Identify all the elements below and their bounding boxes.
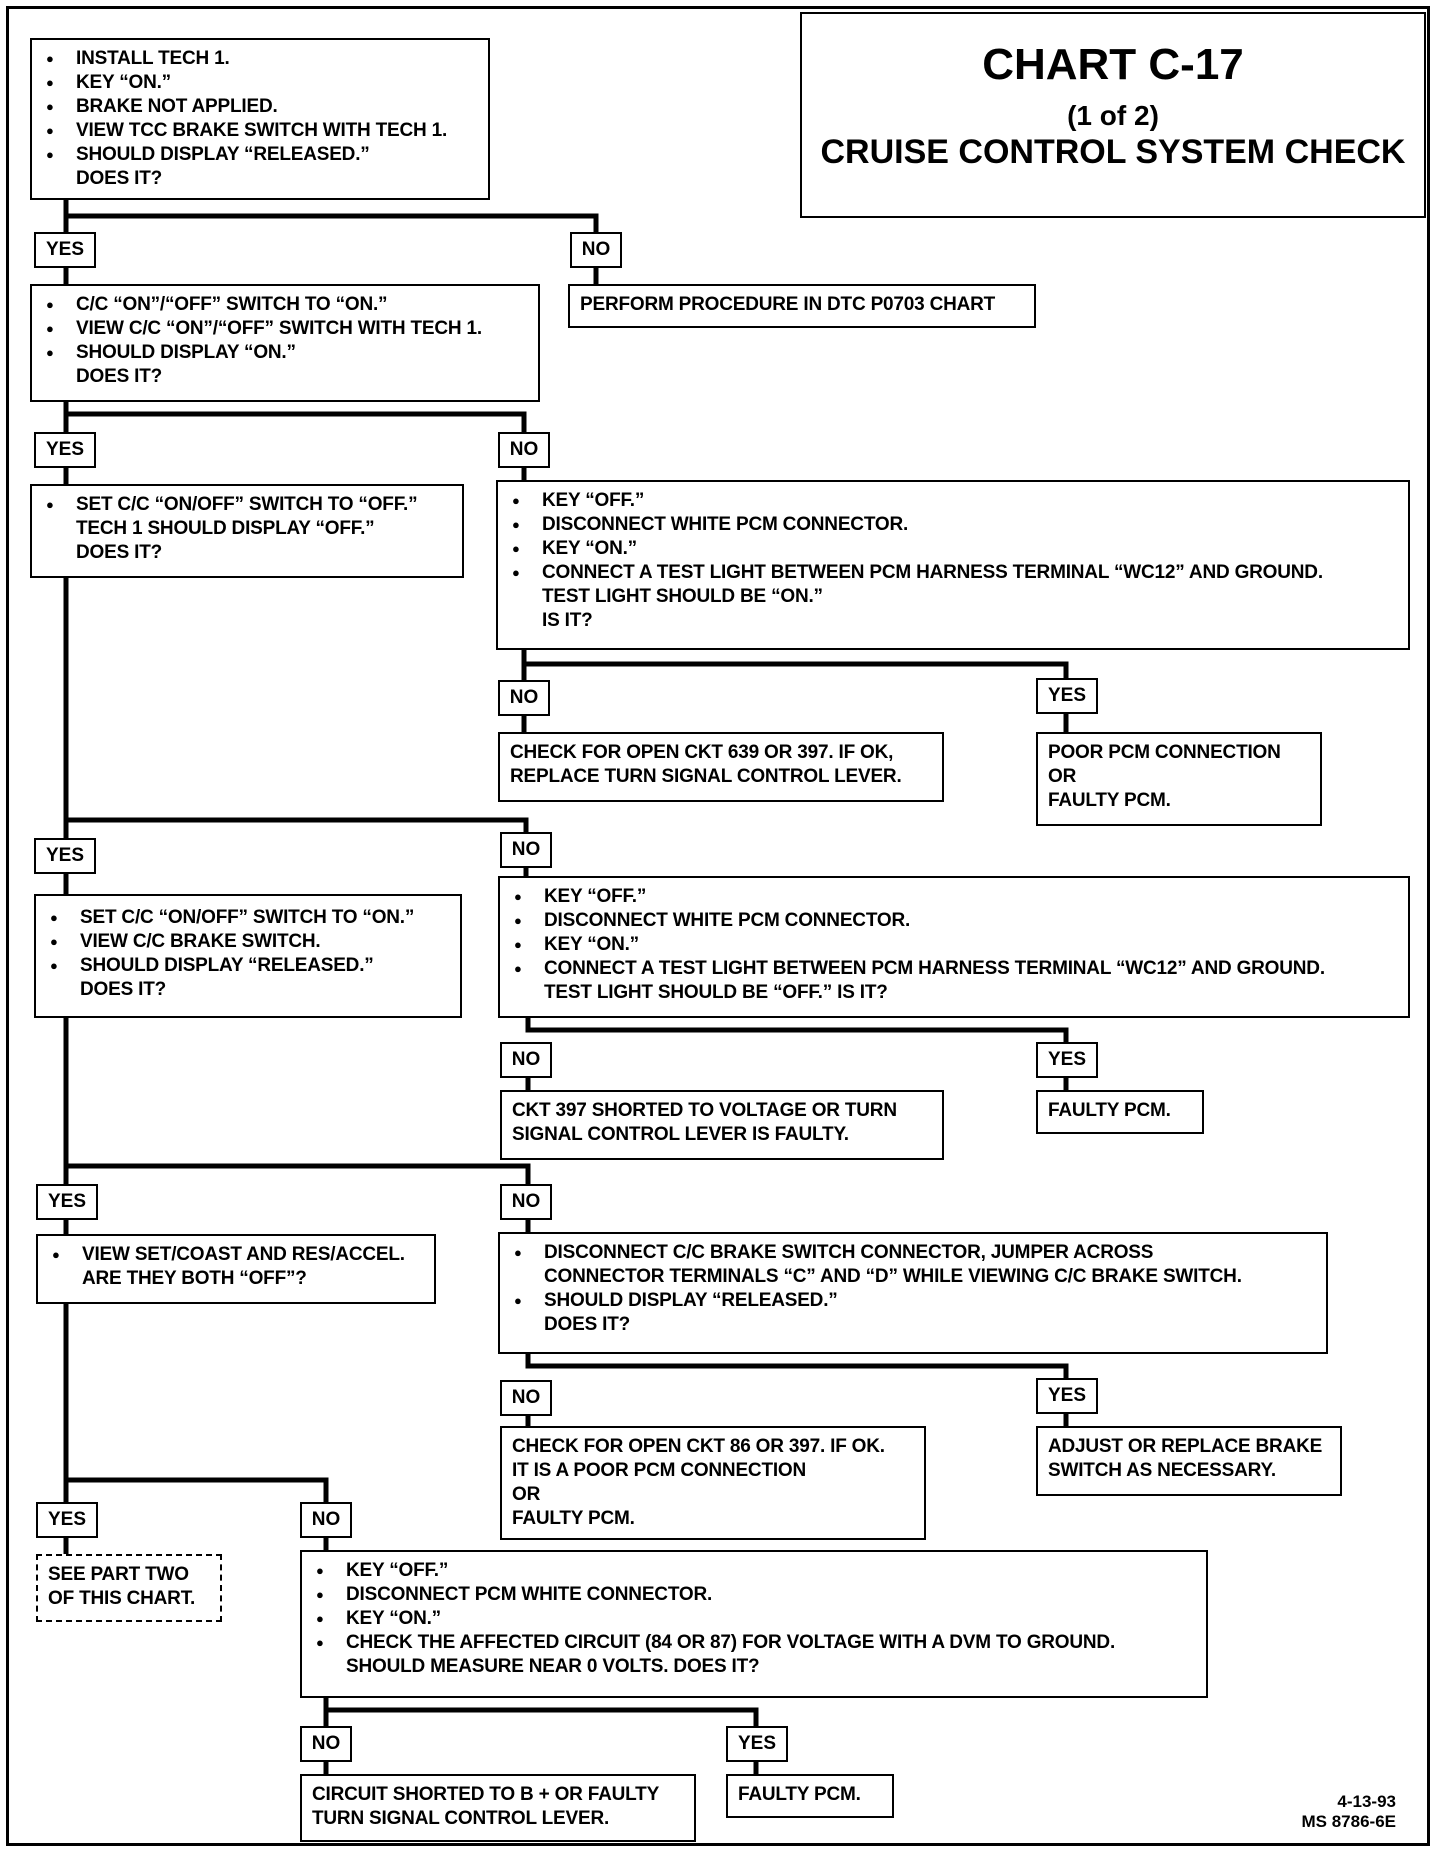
connector-s1-split	[66, 216, 596, 230]
step-5-no-yes-line: SWITCH AS NECESSARY.	[1048, 1460, 1276, 1481]
step-5-no-no-line: CHECK FOR OPEN CKT 86 OR 397. IF OK.	[512, 1436, 885, 1457]
step-6-no-item: ● CHECK THE AFFECTED CIRCUIT (84 OR 87) FOR VOLTAGE WITH A DVM TO GROUND.	[312, 1631, 1196, 1655]
step-5-no-no-line: IT IS A POOR PCM CONNECTION	[512, 1460, 807, 1481]
connector-s6-split	[66, 1480, 326, 1502]
step-4-no-no-line: CKT 397 SHORTED TO VOLTAGE OR TURN	[512, 1100, 897, 1121]
step-6-yes-line: SEE PART TWO	[48, 1564, 189, 1585]
step-4-no-no-label: NO	[500, 1042, 552, 1078]
step-6-no-line: SHOULD MEASURE NEAR 0 VOLTS. DOES IT?	[346, 1656, 760, 1677]
step-3-no-question: IS IT?	[542, 610, 593, 631]
step-1-box	[30, 38, 490, 200]
step-1-question: DOES IT?	[76, 168, 163, 189]
step-3-no-no-line: CHECK FOR OPEN CKT 639 OR 397. IF OK,	[510, 742, 894, 763]
step-6-no-item: ● KEY “ON.”	[312, 1607, 1196, 1631]
footer-code: MS 8786-6E	[1301, 1812, 1396, 1831]
chart-part: (1 of 2)	[1067, 100, 1159, 131]
step-3-yes-item: ● SET C/C “ON/OFF” SWITCH TO “OFF.”	[42, 493, 452, 517]
step-6-no-item: ● KEY “OFF.”	[312, 1559, 1196, 1583]
step-5-no-label: NO	[500, 1184, 552, 1220]
step-4-no-label: NO	[500, 832, 552, 868]
step-3-no-yes-line: FAULTY PCM.	[1048, 790, 1171, 811]
step-6-no-yes-label: YES	[726, 1726, 788, 1762]
step-5-no-no-label: NO	[500, 1380, 552, 1416]
step-2-item: ● VIEW C/C “ON”/“OFF” SWITCH WITH TECH 1.	[42, 317, 528, 341]
step-1-yes-label: YES	[34, 232, 96, 268]
step-1-no-label: NO	[570, 232, 622, 268]
connector-s6no-split	[326, 1698, 756, 1726]
connector-s4-split	[66, 820, 526, 832]
step-3-yes-line: TECH 1 SHOULD DISPLAY “OFF.”	[76, 518, 375, 539]
chart-title-box	[800, 12, 1426, 218]
step-4-no-yes-result	[1036, 1090, 1204, 1134]
step-4-no-item: ● KEY “ON.”	[510, 933, 1398, 957]
connector-s5-split	[66, 1166, 528, 1182]
connector-s4no-split	[528, 1018, 1066, 1042]
step-5-yes-box	[36, 1234, 436, 1304]
step-5-no-yes-line: ADJUST OR REPLACE BRAKE	[1048, 1436, 1323, 1457]
step-2-item: ● SHOULD DISPLAY “ON.”	[42, 341, 528, 365]
step-5-yes-label: YES	[36, 1184, 98, 1220]
step-5-no-item-cont: CONNECTOR TERMINALS “C” AND “D” WHILE VIEWING C/C BRAKE SWITCH.	[544, 1266, 1242, 1287]
step-1-item: ● INSTALL TECH 1.	[42, 47, 478, 71]
step-1-item: ● VIEW TCC BRAKE SWITCH WITH TECH 1.	[42, 119, 478, 143]
chart-name: CRUISE CONTROL SYSTEM CHECK	[820, 133, 1406, 171]
step-3-no-item: ● KEY “OFF.”	[508, 489, 1398, 513]
step-4-yes-item: ● SHOULD DISPLAY “RELEASED.”	[46, 954, 450, 978]
step-4-no-line: TEST LIGHT SHOULD BE “OFF.” IS IT?	[544, 982, 888, 1003]
step-2-yes-label: YES	[34, 432, 96, 468]
step-4-no-box	[498, 876, 1410, 1018]
step-3-no-no-line: REPLACE TURN SIGNAL CONTROL LEVER.	[510, 766, 902, 787]
step-5-no-no-line: FAULTY PCM.	[512, 1508, 635, 1529]
step-3-no-line: TEST LIGHT SHOULD BE “ON.”	[542, 586, 823, 607]
step-5-no-no-result	[500, 1426, 926, 1540]
step-1-no-text: PERFORM PROCEDURE IN DTC P0703 CHART	[580, 294, 996, 315]
step-4-no-item: ● DISCONNECT WHITE PCM CONNECTOR.	[510, 909, 1398, 933]
step-1-item: ● BRAKE NOT APPLIED.	[42, 95, 478, 119]
step-3-no-box	[496, 480, 1410, 650]
step-2-no-label: NO	[498, 432, 550, 468]
step-4-yes-item: ● SET C/C “ON/OFF” SWITCH TO “ON.”	[46, 906, 450, 930]
step-6-no-no-result	[300, 1774, 696, 1842]
step-3-no-yes-result	[1036, 732, 1322, 826]
step-5-yes-item: ● VIEW SET/COAST AND RES/ACCEL.	[48, 1243, 424, 1267]
footer-reference	[1302, 1792, 1397, 1832]
step-3-no-no-result	[498, 732, 944, 802]
step-6-yes-line: OF THIS CHART.	[48, 1588, 196, 1609]
step-5-no-box	[498, 1232, 1328, 1354]
step-4-no-item: ● CONNECT A TEST LIGHT BETWEEN PCM HARNESS TERMINAL “WC12” AND GROUND.	[510, 957, 1398, 981]
step-5-no-yes-result	[1036, 1426, 1342, 1496]
step-4-no-no-line: SIGNAL CONTROL LEVER IS FAULTY.	[512, 1124, 849, 1145]
step-5-no-item: ● SHOULD DISPLAY “RELEASED.”	[510, 1289, 1316, 1313]
step-6-no-item: ● DISCONNECT PCM WHITE CONNECTOR.	[312, 1583, 1196, 1607]
step-4-no-no-result	[500, 1090, 944, 1160]
step-6-no-yes-text: FAULTY PCM.	[738, 1784, 861, 1805]
step-2-box	[30, 284, 540, 402]
step-4-yes-box	[34, 894, 462, 1018]
step-4-no-item: ● KEY “OFF.”	[510, 885, 1398, 909]
step-6-no-box	[300, 1550, 1208, 1698]
step-4-no-yes-text: FAULTY PCM.	[1048, 1100, 1171, 1121]
step-3-yes-question: DOES IT?	[76, 542, 163, 563]
connector-s2-split	[66, 414, 524, 432]
step-6-no-no-line: CIRCUIT SHORTED TO B + OR FAULTY	[312, 1784, 660, 1805]
step-6-no-no-line: TURN SIGNAL CONTROL LEVER.	[312, 1808, 610, 1829]
connector-s5no-split	[528, 1354, 1066, 1380]
step-4-yes-label: YES	[34, 838, 96, 874]
step-1-item: ● KEY “ON.”	[42, 71, 478, 95]
step-1-no-action	[568, 284, 1036, 328]
step-3-no-yes-label: YES	[1036, 678, 1098, 714]
step-3-no-no-label: NO	[498, 680, 550, 716]
step-4-yes-question: DOES IT?	[80, 979, 167, 1000]
chart-number: CHART C-17	[982, 40, 1244, 89]
step-6-no-label: NO	[300, 1502, 352, 1538]
connector-s3no-split	[524, 650, 1066, 678]
step-3-yes-box	[30, 484, 464, 578]
step-6-yes-box	[36, 1554, 222, 1622]
step-2-item: ● C/C “ON”/“OFF” SWITCH TO “ON.”	[42, 293, 528, 317]
step-6-no-yes-result	[726, 1774, 894, 1818]
step-3-no-item: ● CONNECT A TEST LIGHT BETWEEN PCM HARNESS TERMINAL “WC12” AND GROUND.	[508, 561, 1398, 585]
step-5-no-no-line: OR	[512, 1484, 541, 1505]
step-5-no-question: DOES IT?	[544, 1314, 631, 1335]
footer-date: 4-13-93	[1337, 1792, 1396, 1811]
step-4-no-yes-label: YES	[1036, 1042, 1098, 1078]
step-1-item: ● SHOULD DISPLAY “RELEASED.”	[42, 143, 478, 167]
step-6-yes-label: YES	[36, 1502, 98, 1538]
step-5-yes-question: ARE THEY BOTH “OFF”?	[82, 1268, 307, 1289]
step-2-question: DOES IT?	[76, 366, 163, 387]
step-3-no-item: ● KEY “ON.”	[508, 537, 1398, 561]
step-5-no-item: ● DISCONNECT C/C BRAKE SWITCH CONNECTOR, JUMPER ACROSS	[510, 1241, 1316, 1265]
step-5-no-yes-label: YES	[1036, 1378, 1098, 1414]
step-3-no-yes-line: OR	[1048, 766, 1077, 787]
step-3-no-item: ● DISCONNECT WHITE PCM CONNECTOR.	[508, 513, 1398, 537]
step-3-no-yes-line: POOR PCM CONNECTION	[1048, 742, 1281, 763]
step-6-no-no-label: NO	[300, 1726, 352, 1762]
step-4-yes-item: ● VIEW C/C BRAKE SWITCH.	[46, 930, 450, 954]
